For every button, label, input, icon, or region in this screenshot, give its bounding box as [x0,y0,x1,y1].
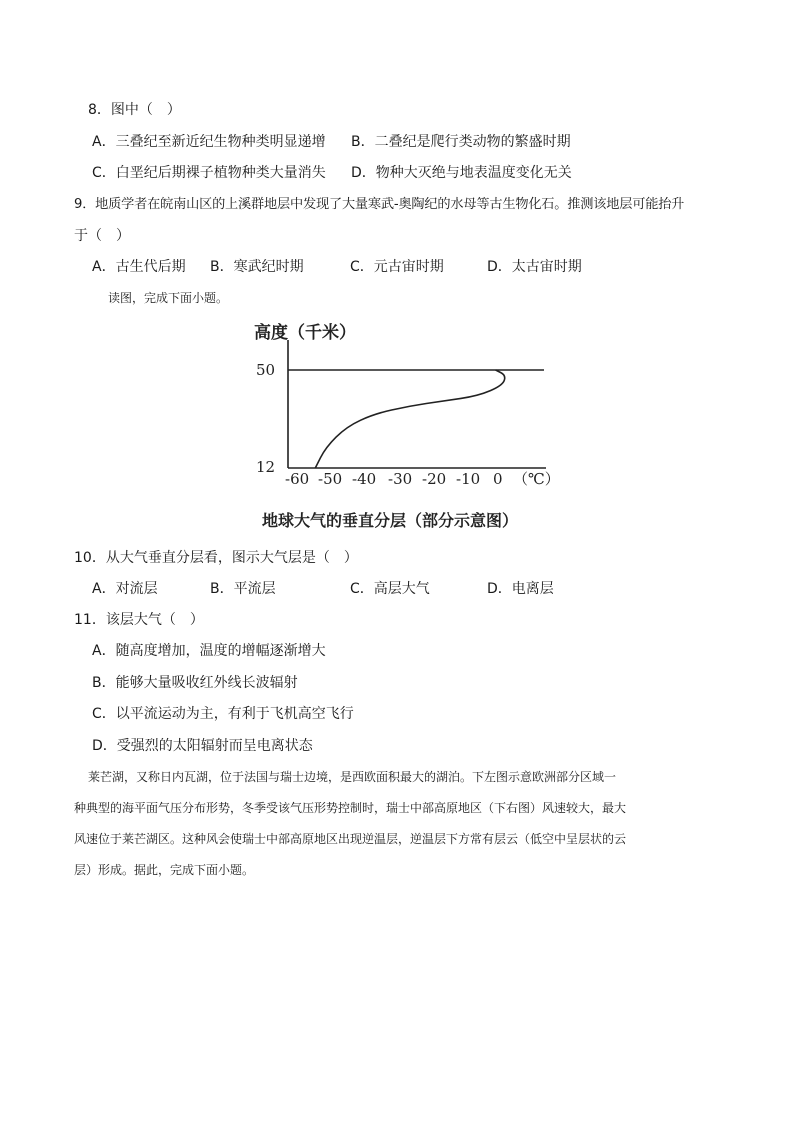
q9-stem-line2: 于（ ） [74,228,130,244]
x-tick-neg30: -30 [388,470,413,488]
q8-option-c: C．白垩纪后期裸子植物种类大量消失 [92,165,326,181]
q9-option-a: A．古生代后期 [92,259,186,275]
passage-line2: 种典型的海平面气压分布形势，冬季受该气压形势控制时，瑞士中部高原地区（下右图）风速较大，最大 [74,801,627,815]
x-tick-neg20: -20 [422,470,447,488]
atmosphere-temperature-chart [248,318,568,540]
q10-option-c: C．高层大气 [350,581,430,597]
passage-line1: 莱芒湖，又称日内瓦湖，位于法国与瑞士边境，是西欧面积最大的湖泊。下左图示意欧洲部分区域一 [88,770,617,784]
q9-option-b: B．寒武纪时期 [210,259,304,275]
passage-line4: 层）形成。据此，完成下面小题。 [74,863,255,877]
q8-option-d: D．物种大灭绝与地表温度变化无关 [351,165,572,181]
x-axis-unit: （℃） [513,470,560,488]
q9-option-c: C．元古宙时期 [350,259,444,275]
q9-stem-line1: 9．地质学者在皖南山区的上溪群地层中发现了大量寒武-奥陶纪的水母等古生物化石。推测该地层可能抬升 [74,197,685,212]
x-tick-neg40: -40 [352,470,377,488]
figure-intro: 读图，完成下面小题。 [108,291,229,305]
q11-stem: 11．该层大气（ ） [74,612,204,628]
y-axis-label: 高度（千米） [254,323,356,343]
q8-option-a: A．三叠纪至新近纪生物种类明显递增 [92,134,326,150]
q11-option-c: C．以平流运动为主，有利于飞机高空飞行 [92,706,354,722]
temperature-curve [315,370,504,468]
y-tick-12: 12 [256,458,276,476]
q11-option-d: D．受强烈的太阳辐射而呈电离状态 [92,738,313,754]
x-tick-neg10: -10 [456,470,481,488]
x-tick-0: 0 [493,470,503,488]
q10-option-a: A．对流层 [92,581,158,597]
x-tick-neg50: -50 [318,470,343,488]
figure-caption: 地球大气的垂直分层（部分示意图） [262,511,519,530]
q10-option-b: B．平流层 [210,581,276,597]
passage-line3: 风速位于莱芒湖区。这种风会使瑞士中部高原地区出现逆温层，逆温层下方常有层云（低空中呈层状的云 [74,832,627,846]
q9-option-d: D．太古宙时期 [487,259,582,275]
y-tick-50: 50 [256,361,276,379]
x-tick-neg60: -60 [285,470,310,488]
q10-stem: 10．从大气垂直分层看，图示大气层是（ ） [74,550,358,566]
q10-option-d: D．电离层 [487,581,554,597]
q11-option-b: B．能够大量吸收红外线长波辐射 [92,675,298,691]
q11-option-a: A．随高度增加，温度的增幅逐渐增大 [92,643,326,659]
q8-option-b: B．二叠纪是爬行类动物的繁盛时期 [351,134,571,150]
q8-stem: 8．图中（ ） [88,102,181,118]
